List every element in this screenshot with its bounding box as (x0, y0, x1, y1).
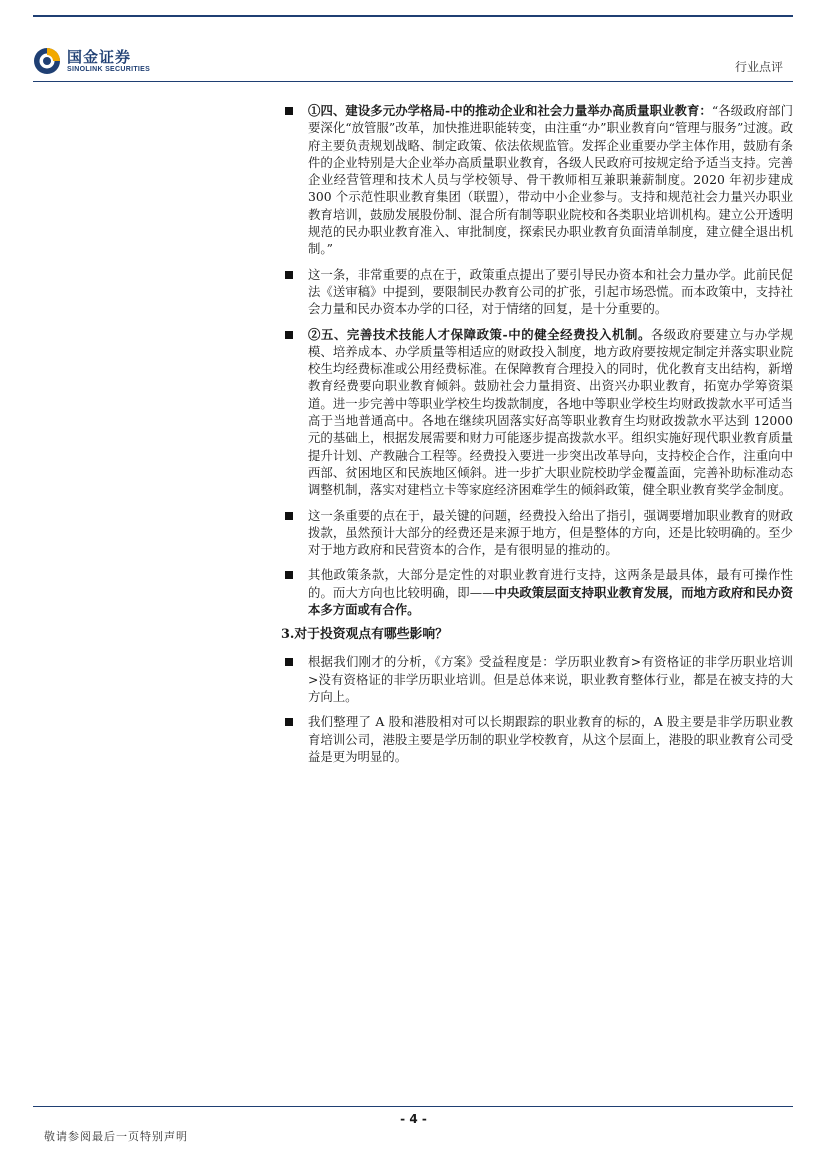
logo-chinese-name: 国金证券 (67, 47, 132, 66)
paragraph-text: 这一条重要的点在于，最关键的问题，经费投入给出了指引，强调要增加职业教育的财政拨款，虽然预计大部分的经费还是来源于地方，但是整体的方向，还是比较明确的。至少对于地方政府和民营资本的合作，是有很明显的推动的。 (308, 507, 793, 558)
policy-heading-1: ①四、建设多元办学格局-中的推动企业和社会力量举办高质量职业教育： (308, 103, 712, 118)
footer-divider (33, 1106, 793, 1107)
paragraph-text: 我们整理了 A 股和港股相对可以长期跟踪的职业教育的标的，A 股主要是非学历职业教育培训公司，港股主要是学历制的职业学校教育，从这个层面上，港股的职业教育公司受益是更为明显的。 (308, 714, 793, 764)
header-divider (33, 81, 793, 82)
bullet-paragraph-5 (283, 566, 793, 618)
square-bullet-icon (285, 718, 293, 726)
paragraph-text: “各级政府部门要深化“放管服”改革，加快推进职能转变，由注重“办”职业教育向“管理与服务”过渡。政府主要负责规划战略、制定政策、依法依规监管。发挥企业重要办学主体作用，鼓励有条件的企业特别是大企业举办高质量职业教育，各级人民政府可按规定给予适当支持。完善企业经营管理和技术人员与学校领导、骨干教师相互兼职兼薪制度。2020 年初步建成 300 个示范性职业教育集团（联盟），带动中小企业参与。支持和规范社会力量兴办职业教育培训，鼓励发展股份制、混合所有制等职业院校和各类职业培训机构。建立公开透明规范的民办职业教育准入、审批制度，探索民办职业教育负面清单制度，建立健全退出机制。” (308, 103, 793, 257)
square-bullet-icon (285, 271, 293, 279)
bullet-paragraph-1 (283, 102, 793, 258)
bullet-paragraph-6 (283, 653, 793, 705)
key-conclusion: 中央政策层面支持职业教育发展，而地方政府和民办资本多方面或有合作。 (308, 584, 794, 618)
top-border (33, 15, 793, 17)
square-bullet-icon (285, 658, 293, 666)
square-bullet-icon (285, 331, 293, 339)
policy-heading-2: ②五、完善技术技能人才保障政策-中的健全经费投入机制。 (308, 326, 651, 342)
square-bullet-icon (285, 571, 293, 579)
paragraph-text: 根据我们刚才的分析，《方案》受益程度是：学历职业教育>有资格证的非学历职业培训>没有资格证的非学历职业培训。但是总体来说，职业教育整体行业，都是在被支持的大方向上。 (308, 654, 793, 704)
main-content (283, 102, 793, 773)
disclaimer-note: 敬请参阅最后一页特别声明 (44, 1130, 188, 1143)
square-bullet-icon (285, 512, 293, 520)
paragraph-text: 各级政府要建立与办学规模、培养成本、办学质量等相适应的财政投入制度，地方政府要按规定制定并落实职业院校生均经费标准或公用经费标准。在保障教育合理投入的同时，优化教育支出结构，新增教育经费要向职业教育倾斜。鼓励社会力量捐资、出资兴办职业教育，拓宽办学筹资渠道。进一步完善中等职业学校生均拨款制度，各地中等职业学校生均财政拨款水平可适当高于当地普通高中。各地在继续巩固落实好高等职业教育生均财政拨款水平达到 12000 元的基础上，根据发展需要和财力可能逐步提高拨款水平。组织实施好现代职业教育质量提升计划、产教融合工程等。经费投入要进一步突出改革导向，支持校企合作，注重向中西部、贫困地区和民族地区倾斜。进一步扩大职业院校助学金覆盖面，完善补助标准动态调整机制，落实对建档立卡等家庭经济困难学生的倾斜政策，健全职业教育奖学金制度。 (308, 326, 793, 498)
bullet-paragraph-4 (283, 507, 793, 559)
logo-mark-icon (33, 47, 61, 75)
paragraph-text: 其他政策条款，大部分是定性的对职业教育进行支持，这两条是最具体，最有可操作性的。而大方向也比较明确，即—— (308, 567, 793, 600)
bullet-paragraph-3 (283, 326, 793, 499)
bullet-paragraph-7 (283, 713, 793, 765)
report-type-label: 行业点评 (734, 60, 783, 74)
paragraph-text: 这一条，非常重要的点在于，政策重点提出了要引导民办资本和社会力量办学。此前民促法《送审稿》中提到，要限制民办教育公司的扩张，引起市场恐慌。而本政策中，支持社会力量和民办资本办学的口径，对于情绪的回复，是十分重要的。 (308, 266, 793, 317)
company-logo (33, 46, 150, 76)
logo-english-name: SINOLINK SECURITIES (67, 65, 151, 73)
page-number: - 4 - (400, 1112, 427, 1126)
bullet-paragraph-2 (283, 266, 793, 318)
section-heading-3: 3.对于投资观点有哪些影响？ (281, 627, 448, 643)
square-bullet-icon (285, 107, 293, 115)
